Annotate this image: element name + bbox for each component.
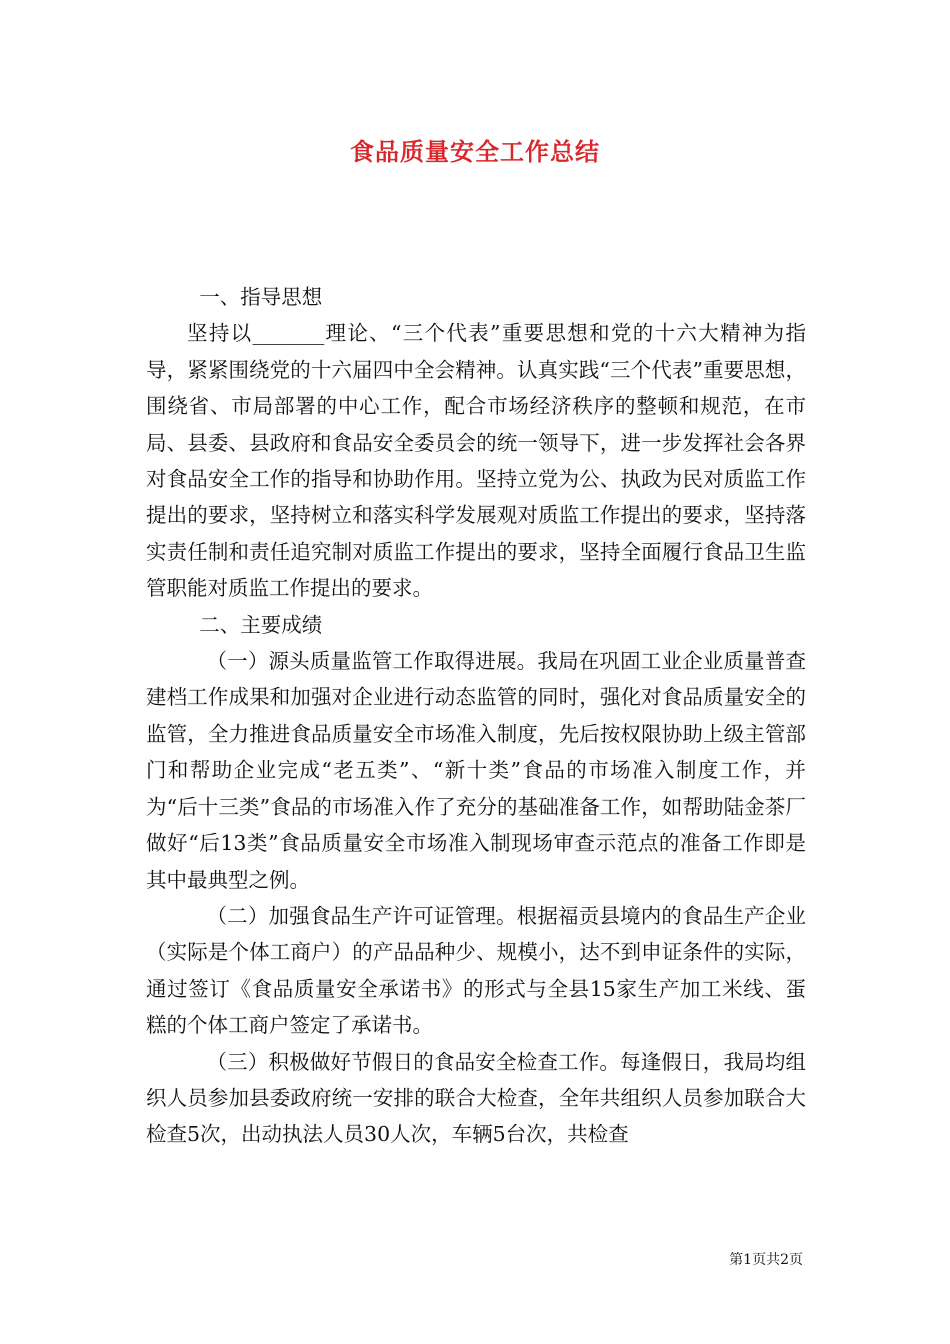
section-heading-main-achievements: 二、主要成绩 — [199, 612, 323, 637]
paragraph-source-quality-supervision: （一）源头质量监管工作取得进展。我局在巩固工业企业质量普查建档工作成果和加强对企业进行动态监管的同时，强化对食品质量安全的监管，全力推进食品质量安全市场准入制度，先后按权限协助上级主管部门和帮助企业完成“老五类”、“新十类”食品的市场准入制度工作，并为“后十三类”食品的市场准入作了充分的基础准备工作，如帮助陆金茶厂做好“后13类”食品质量安全市场准入制现场审查示范点的准备工作即是其中最典型之例。 — [146, 649, 806, 892]
page-number: 第1页共2页 — [729, 1252, 803, 1268]
paragraph-holiday-inspection: （三）积极做好节假日的食品安全检查工作。每逢假日，我局均组织人员参加县委政府统一安排的联合大检查，全年共组织人员参加联合大检查5次，出动执法人员30人次，车辆5台次，共检查 — [146, 1049, 806, 1147]
document-title: 食品质量安全工作总结 — [350, 137, 600, 166]
paragraph-guiding-ideology: 坚持以_______理论、“三个代表”重要思想和党的十六大精神为指导，紧紧围绕党的十六届四中全会精神。认真实践“三个代表”重要思想，围绕省、市局部署的中心工作，配合市场经济秩序的整顿和规范，在市局、县委、县政府和食品安全委员会的统一领导下，进一步发挥社会各界对食品安全工作的指导和协助作用。坚持立党为公、执政为民对质监工作提出的要求，坚持树立和落实科学发展观对质监工作提出的要求，坚持落实责任制和责任追究制对质监工作提出的要求，坚持全面履行食品卫生监管职能对质监工作提出的要求。 — [146, 321, 806, 601]
document-body — [146, 279, 806, 1153]
section-heading-guiding-ideology: 一、指导思想 — [199, 285, 323, 309]
paragraph-production-license: （二）加强食品生产许可证管理。根据福贡县境内的食品生产企业（实际是个体工商户）的产品品种少、规模小，达不到申证条件的实际，通过签订《食品质量安全承诺书》的形式与全县15家生产加工米线、蛋糕的个体工商户签定了承诺书。 — [146, 903, 806, 1038]
